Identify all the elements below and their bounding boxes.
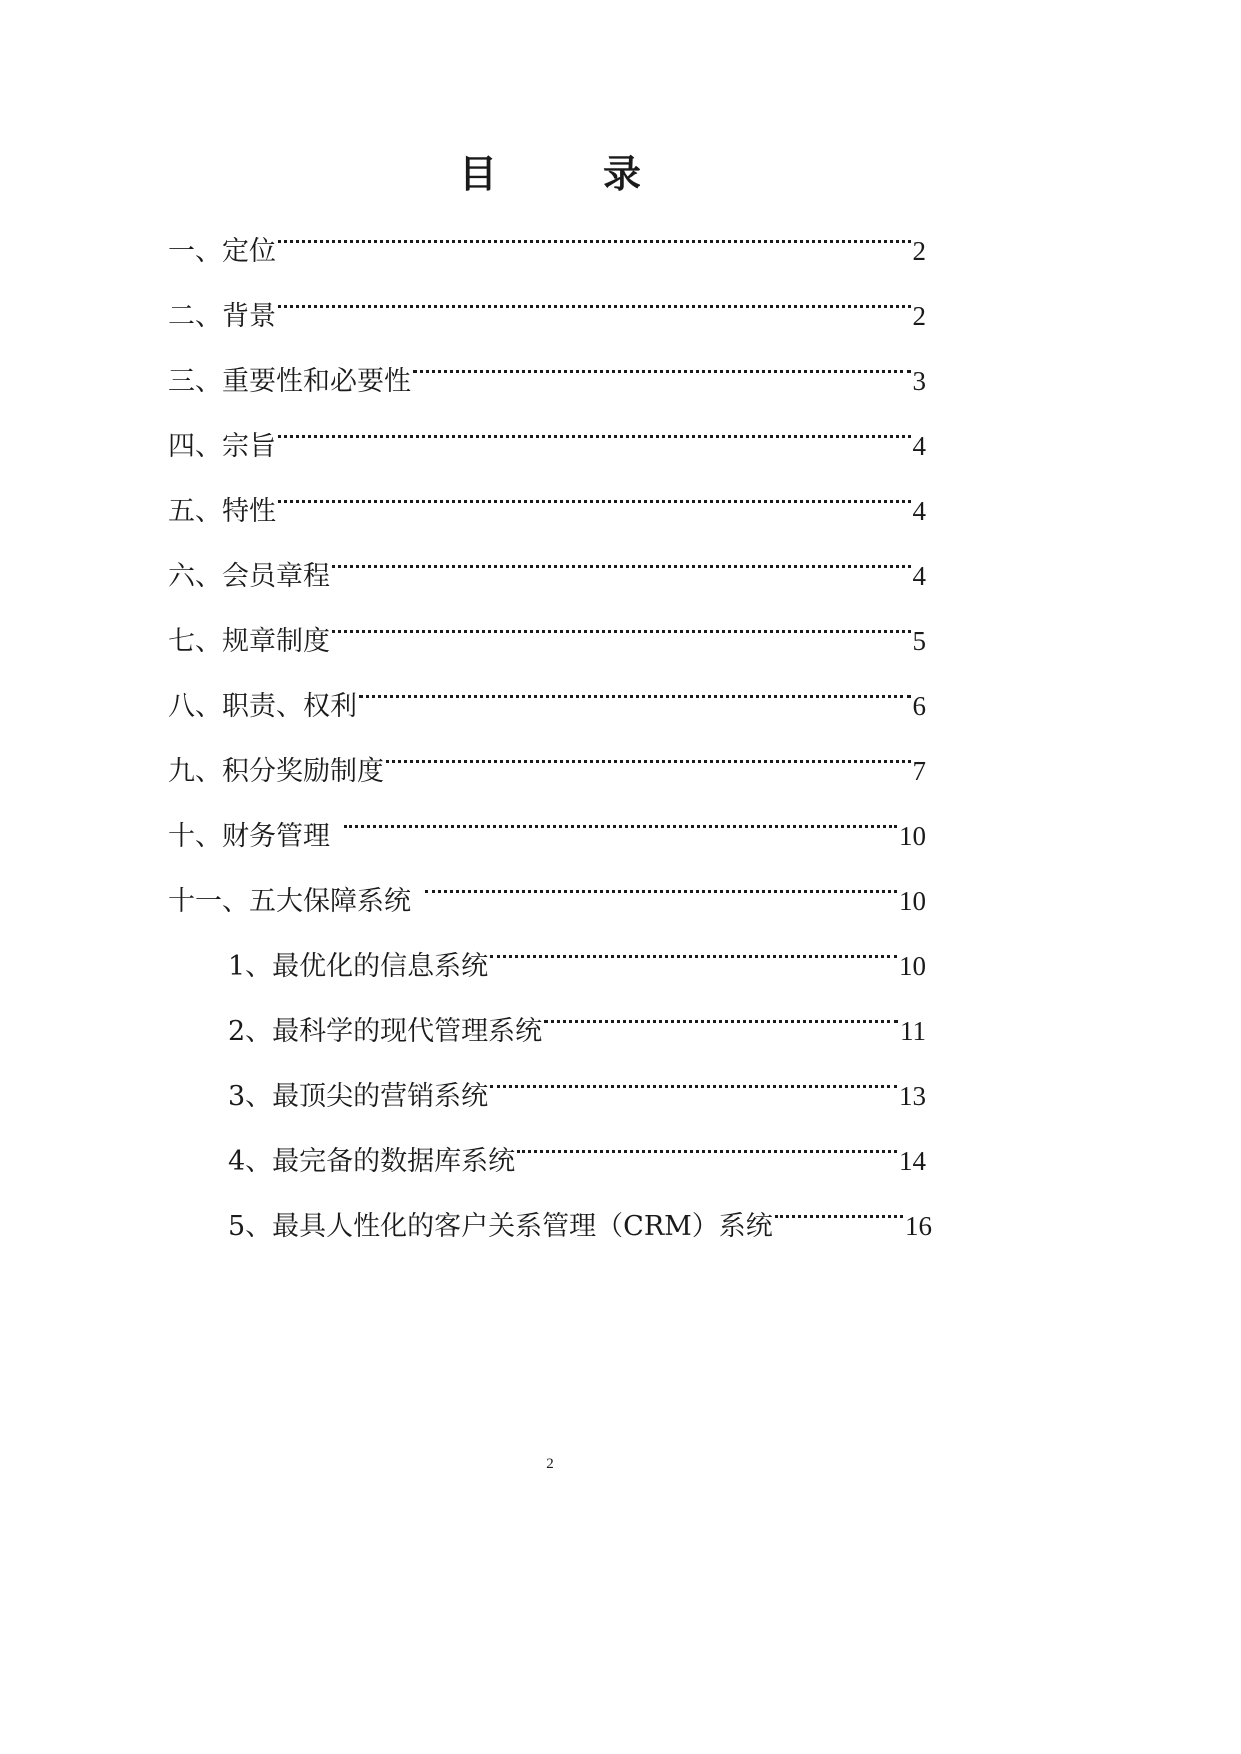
- toc-dot-leader: [359, 665, 911, 715]
- toc-dot-leader: [425, 860, 897, 910]
- toc-entry-label: 1、最优化的信息系统: [228, 951, 489, 982]
- toc-entry-page: 4: [912, 561, 926, 591]
- footer-page-number: 2: [546, 1456, 554, 1472]
- toc-entry-page: 10: [899, 886, 926, 916]
- toc-dot-leader: [517, 1120, 897, 1170]
- page-title: 目 录: [458, 151, 675, 196]
- toc-entry-label: 七、规章制度: [168, 626, 330, 657]
- toc-entry[interactable]: [168, 600, 926, 657]
- toc-subentry[interactable]: [228, 990, 926, 1047]
- toc-entry-page: 6: [912, 691, 926, 721]
- toc-dot-leader: [278, 405, 911, 455]
- toc-entry[interactable]: [168, 665, 926, 722]
- toc-entry-label: 八、职责、权利: [168, 691, 357, 722]
- toc-dot-leader: [278, 210, 911, 260]
- toc-entry-label: 十、财务管理: [168, 821, 330, 852]
- toc-entry-page: 10: [899, 821, 926, 851]
- toc-entry-label: 三、重要性和必要性: [168, 366, 411, 397]
- toc-entry-page: 7: [912, 756, 926, 786]
- toc-entry-page: 10: [899, 951, 926, 981]
- toc-entry-page: 4: [912, 431, 926, 461]
- toc-entry-page: 2: [912, 301, 926, 331]
- toc-entry-label: 5、最具人性化的客户关系管理（CRM）系统: [228, 1211, 773, 1242]
- toc-dot-leader: [332, 600, 911, 650]
- toc-dot-leader: [332, 535, 911, 585]
- toc-entry-label: 六、会员章程: [168, 561, 330, 592]
- toc-entry[interactable]: [168, 405, 926, 462]
- toc-entry-page: 14: [899, 1146, 926, 1176]
- toc-dot-leader: [386, 730, 911, 780]
- toc-entry-label: 九、积分奖励制度: [168, 756, 384, 787]
- toc-entry-page: 11: [900, 1016, 926, 1046]
- toc-entry-page: 16: [905, 1211, 932, 1241]
- toc-entry[interactable]: [168, 470, 926, 527]
- toc-entry-label: 3、最顶尖的营销系统: [228, 1081, 489, 1112]
- toc-subentry[interactable]: [228, 1120, 926, 1177]
- toc-entry-label: 二、背景: [168, 301, 276, 332]
- toc-entry-label: 一、定位: [168, 236, 276, 267]
- toc-subentry[interactable]: [228, 925, 926, 982]
- toc-dot-leader: [544, 990, 898, 1040]
- toc-entry[interactable]: [168, 535, 926, 592]
- toc-entry-page: 13: [899, 1081, 926, 1111]
- toc-entry[interactable]: [168, 795, 926, 852]
- toc-subentry[interactable]: [228, 1185, 932, 1242]
- toc-entry[interactable]: [168, 860, 926, 917]
- toc-entry-label: 4、最完备的数据库系统: [228, 1146, 516, 1177]
- toc-entry-label: 五、特性: [168, 496, 276, 527]
- toc-entry-label: 四、宗旨: [168, 431, 276, 462]
- toc-entry-page: 5: [912, 626, 926, 656]
- toc-entry[interactable]: [168, 210, 926, 267]
- toc-dot-leader: [344, 795, 897, 845]
- toc-dot-leader: [775, 1185, 903, 1235]
- toc-entry[interactable]: [168, 340, 926, 397]
- toc-entry-page: 4: [912, 496, 926, 526]
- toc-dot-leader: [413, 340, 911, 390]
- toc-entry-label: 十一、五大保障系统: [168, 886, 411, 917]
- toc-dot-leader: [278, 470, 911, 520]
- toc-subentry[interactable]: [228, 1055, 926, 1112]
- toc-entry-page: 3: [912, 366, 926, 396]
- toc-dot-leader: [490, 925, 897, 975]
- toc-dot-leader: [278, 275, 911, 325]
- toc-entry[interactable]: [168, 275, 926, 332]
- toc-entry[interactable]: [168, 730, 926, 787]
- toc-entry-label: 2、最科学的现代管理系统: [228, 1016, 543, 1047]
- toc-entry-page: 2: [912, 236, 926, 266]
- toc-dot-leader: [490, 1055, 897, 1105]
